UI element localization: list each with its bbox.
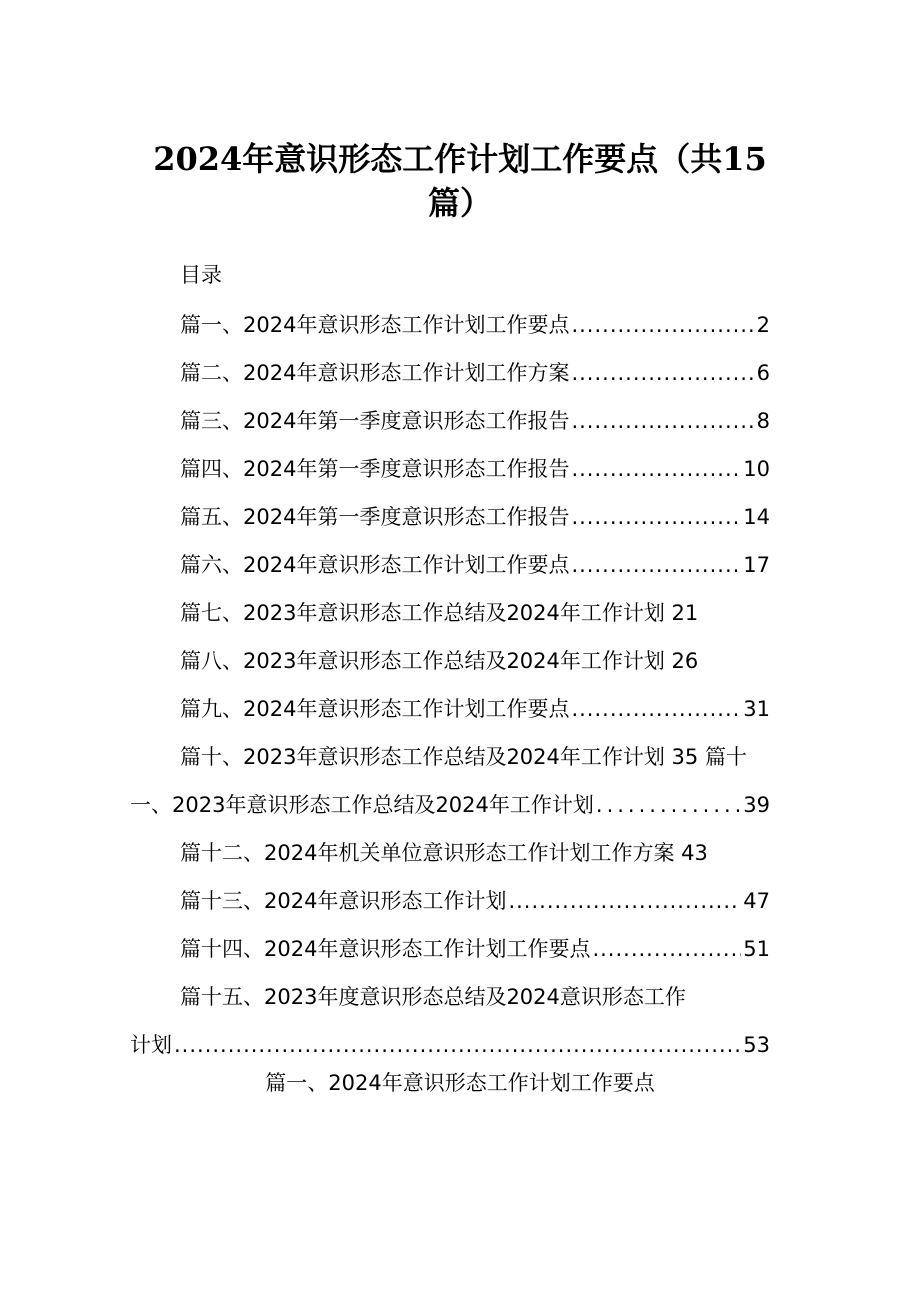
toc-entry[interactable] [180,358,770,388]
toc-entry-page: 8 [756,409,770,433]
toc-entry-title: 篇一、2024年意识形态工作计划工作要点 [180,313,570,337]
toc-leader-dots [571,358,754,388]
toc-entry[interactable] [180,502,770,532]
toc-entry[interactable] [180,694,770,724]
toc-leader-dots [174,1030,741,1060]
toc-entry-page: 51 [743,937,770,961]
toc-entry-title: 篇十三、2024年意识形态工作计划 [180,889,507,913]
toc-entry[interactable]: 篇七、2023年意识形态工作总结及2024年工作计划 21 [180,601,699,625]
toc-leader-dots [571,406,754,436]
toc-entry[interactable] [180,454,770,484]
toc-leader-dots [508,886,741,916]
toc-leader-dots [571,694,741,724]
toc-entry-title: 篇二、2024年意识形态工作计划工作方案 [180,361,570,385]
toc-entry[interactable] [180,550,770,580]
toc-entry-page: 17 [743,553,770,577]
toc-entry-page: 2 [756,313,770,337]
toc-leader-dots [596,790,741,820]
toc-leader-dots [571,454,741,484]
toc-entry-page: 39 [743,793,770,817]
toc-entry-title: 篇三、2024年第一季度意识形态工作报告 [180,409,570,433]
toc-leader-dots [571,310,754,340]
document-title-line-2: 篇） [427,184,492,222]
toc-entry-title: 篇五、2024年第一季度意识形态工作报告 [180,505,570,529]
toc-entry-title: 篇九、2024年意识形态工作计划工作要点 [180,697,570,721]
toc-entry[interactable] [180,886,770,916]
toc-heading: 目录 [180,263,222,287]
toc-entry[interactable]: 篇十五、2023年度意识形态总结及2024意识形态工作 [180,985,686,1009]
toc-entry-title: 篇十四、2024年意识形态工作计划工作要点 [180,937,591,961]
toc-leader-dots [592,934,741,964]
toc-entry-title: 篇四、2024年第一季度意识形态工作报告 [180,457,570,481]
toc-entry-page: 47 [743,889,770,913]
toc-entry-page: 14 [743,505,770,529]
toc-entry-title: 计划 [130,1033,172,1057]
toc-entry-title: 篇六、2024年意识形态工作计划工作要点 [180,553,570,577]
toc-entry-page: 53 [743,1033,770,1057]
toc-leader-dots [571,550,741,580]
toc-entry[interactable] [130,1030,770,1060]
toc-entry[interactable]: 篇十二、2024年机关单位意识形态工作计划工作方案 43 [180,841,708,865]
section-heading: 篇一、2024年意识形态工作计划工作要点 [265,1071,655,1095]
toc-entry[interactable] [180,934,770,964]
toc-entry-title: 一、2023年意识形态工作总结及2024年工作计划 [130,793,594,817]
toc-entry[interactable]: 篇八、2023年意识形态工作总结及2024年工作计划 26 [180,649,699,673]
toc-entry-page: 31 [743,697,770,721]
toc-entry-page: 6 [756,361,770,385]
toc-entry[interactable] [180,406,770,436]
toc-entry[interactable] [180,310,770,340]
toc-entry-page: 10 [743,457,770,481]
toc-entry[interactable]: 篇十、2023年意识形态工作总结及2024年工作计划 35 篇十 [180,745,747,769]
document-title-line-1: 2024年意识形态工作计划工作要点（共15 [153,140,767,178]
toc-leader-dots [571,502,741,532]
toc-entry[interactable] [130,790,770,820]
